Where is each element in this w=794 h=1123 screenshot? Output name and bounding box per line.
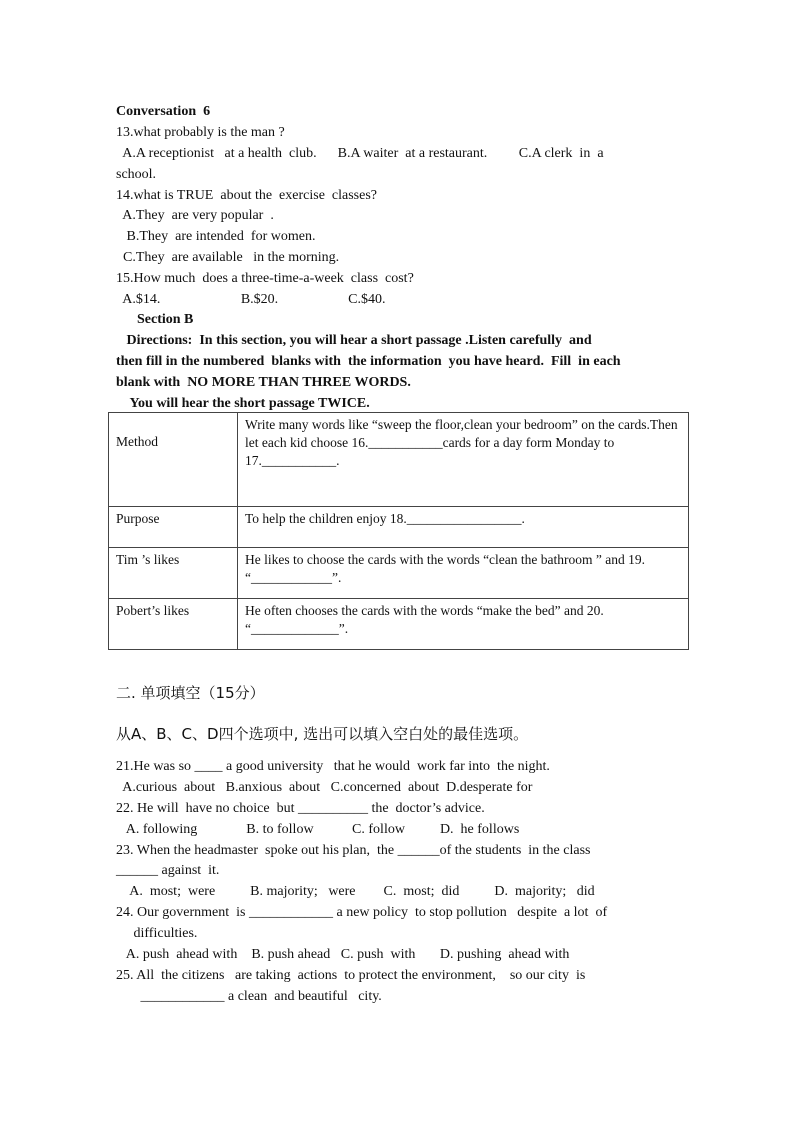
part-2-heading: 二. 单项填空（15分） <box>116 684 265 702</box>
question-23: 23. When the headmaster spoke out his plan, the ______of the students in the class <box>116 843 591 858</box>
question-21-options: A.curious about B.anxious about C.concerned about D.desperate for <box>116 780 533 795</box>
table-row <box>109 599 689 650</box>
question-13: 13.what probably is the man ? <box>116 125 285 140</box>
question-14-option-c: C.They are available in the morning. <box>116 250 340 265</box>
question-23-cont: ______ against it. <box>116 863 220 878</box>
question-13-options-cont: school. <box>116 167 157 182</box>
question-14-option-a: A.They are very popular . <box>116 208 274 223</box>
table-row <box>109 507 689 548</box>
table-row-key: Tim ’s likes <box>109 548 238 599</box>
question-13-options: A.A receptionist at a health club. B.A waiter at a restaurant. C.A clerk in a <box>116 146 604 161</box>
table-row-key: Pobert’s likes <box>109 599 238 650</box>
question-15: 15.How much does a three-time-a-week class cost? <box>116 271 414 286</box>
directions-line-4: You will hear the short passage TWICE. <box>116 396 370 411</box>
question-24-options: A. push ahead with B. push ahead C. push with D. pushing ahead with <box>116 947 570 962</box>
table-row-value: To help the children enjoy 18._________________. <box>238 507 689 548</box>
fill-in-table <box>108 412 689 650</box>
question-23-options: A. most; were B. majority; were C. most; did D. majority; did <box>116 884 595 899</box>
table-row <box>109 548 689 599</box>
section-b-heading: Section B <box>116 312 194 327</box>
question-24: 24. Our government is ____________ a new policy to stop pollution despite a lot of <box>116 905 608 920</box>
question-14: 14.what is TRUE about the exercise classes? <box>116 188 378 203</box>
question-25-cont: ____________ a clean and beautiful city. <box>116 989 382 1004</box>
table-row-value: Write many words like “sweep the floor,clean your bedroom” on the cards.Then let each kid choose 16.___________cards for a day form Monday to 17.___________. <box>238 413 689 507</box>
part-2-instruction: 从A、B、C、D四个选项中, 选出可以填入空白处的最佳选项。 <box>116 725 529 743</box>
table-row-key: Purpose <box>109 507 238 548</box>
directions-line-3: blank with NO MORE THAN THREE WORDS. <box>116 375 411 390</box>
question-25: 25. All the citizens are taking actions to protect the environment, so our city is <box>116 968 586 983</box>
question-24-cont: difficulties. <box>116 926 198 941</box>
directions-line-1: Directions: In this section, you will hear a short passage .Listen carefully and <box>116 333 592 348</box>
table-row-value: He often chooses the cards with the words “make the bed” and 20. “_____________”. <box>238 599 689 650</box>
question-14-option-b: B.They are intended for women. <box>116 229 316 244</box>
question-22: 22. He will have no choice but __________ the doctor’s advice. <box>116 801 485 816</box>
table-row <box>109 413 689 507</box>
conversation-heading: Conversation 6 <box>116 104 211 119</box>
table-row-key: Method <box>109 413 238 507</box>
question-21: 21.He was so ____ a good university that he would work far into the night. <box>116 759 550 774</box>
table-row-value: He likes to choose the cards with the words “clean the bathroom ” and 19. “____________”. <box>238 548 689 599</box>
question-22-options: A. following B. to follow C. follow D. he follows <box>116 822 520 837</box>
question-15-options: A.$14. B.$20. C.$40. <box>116 292 386 307</box>
directions-line-2: then fill in the numbered blanks with the information you have heard. Fill in each <box>116 354 621 369</box>
